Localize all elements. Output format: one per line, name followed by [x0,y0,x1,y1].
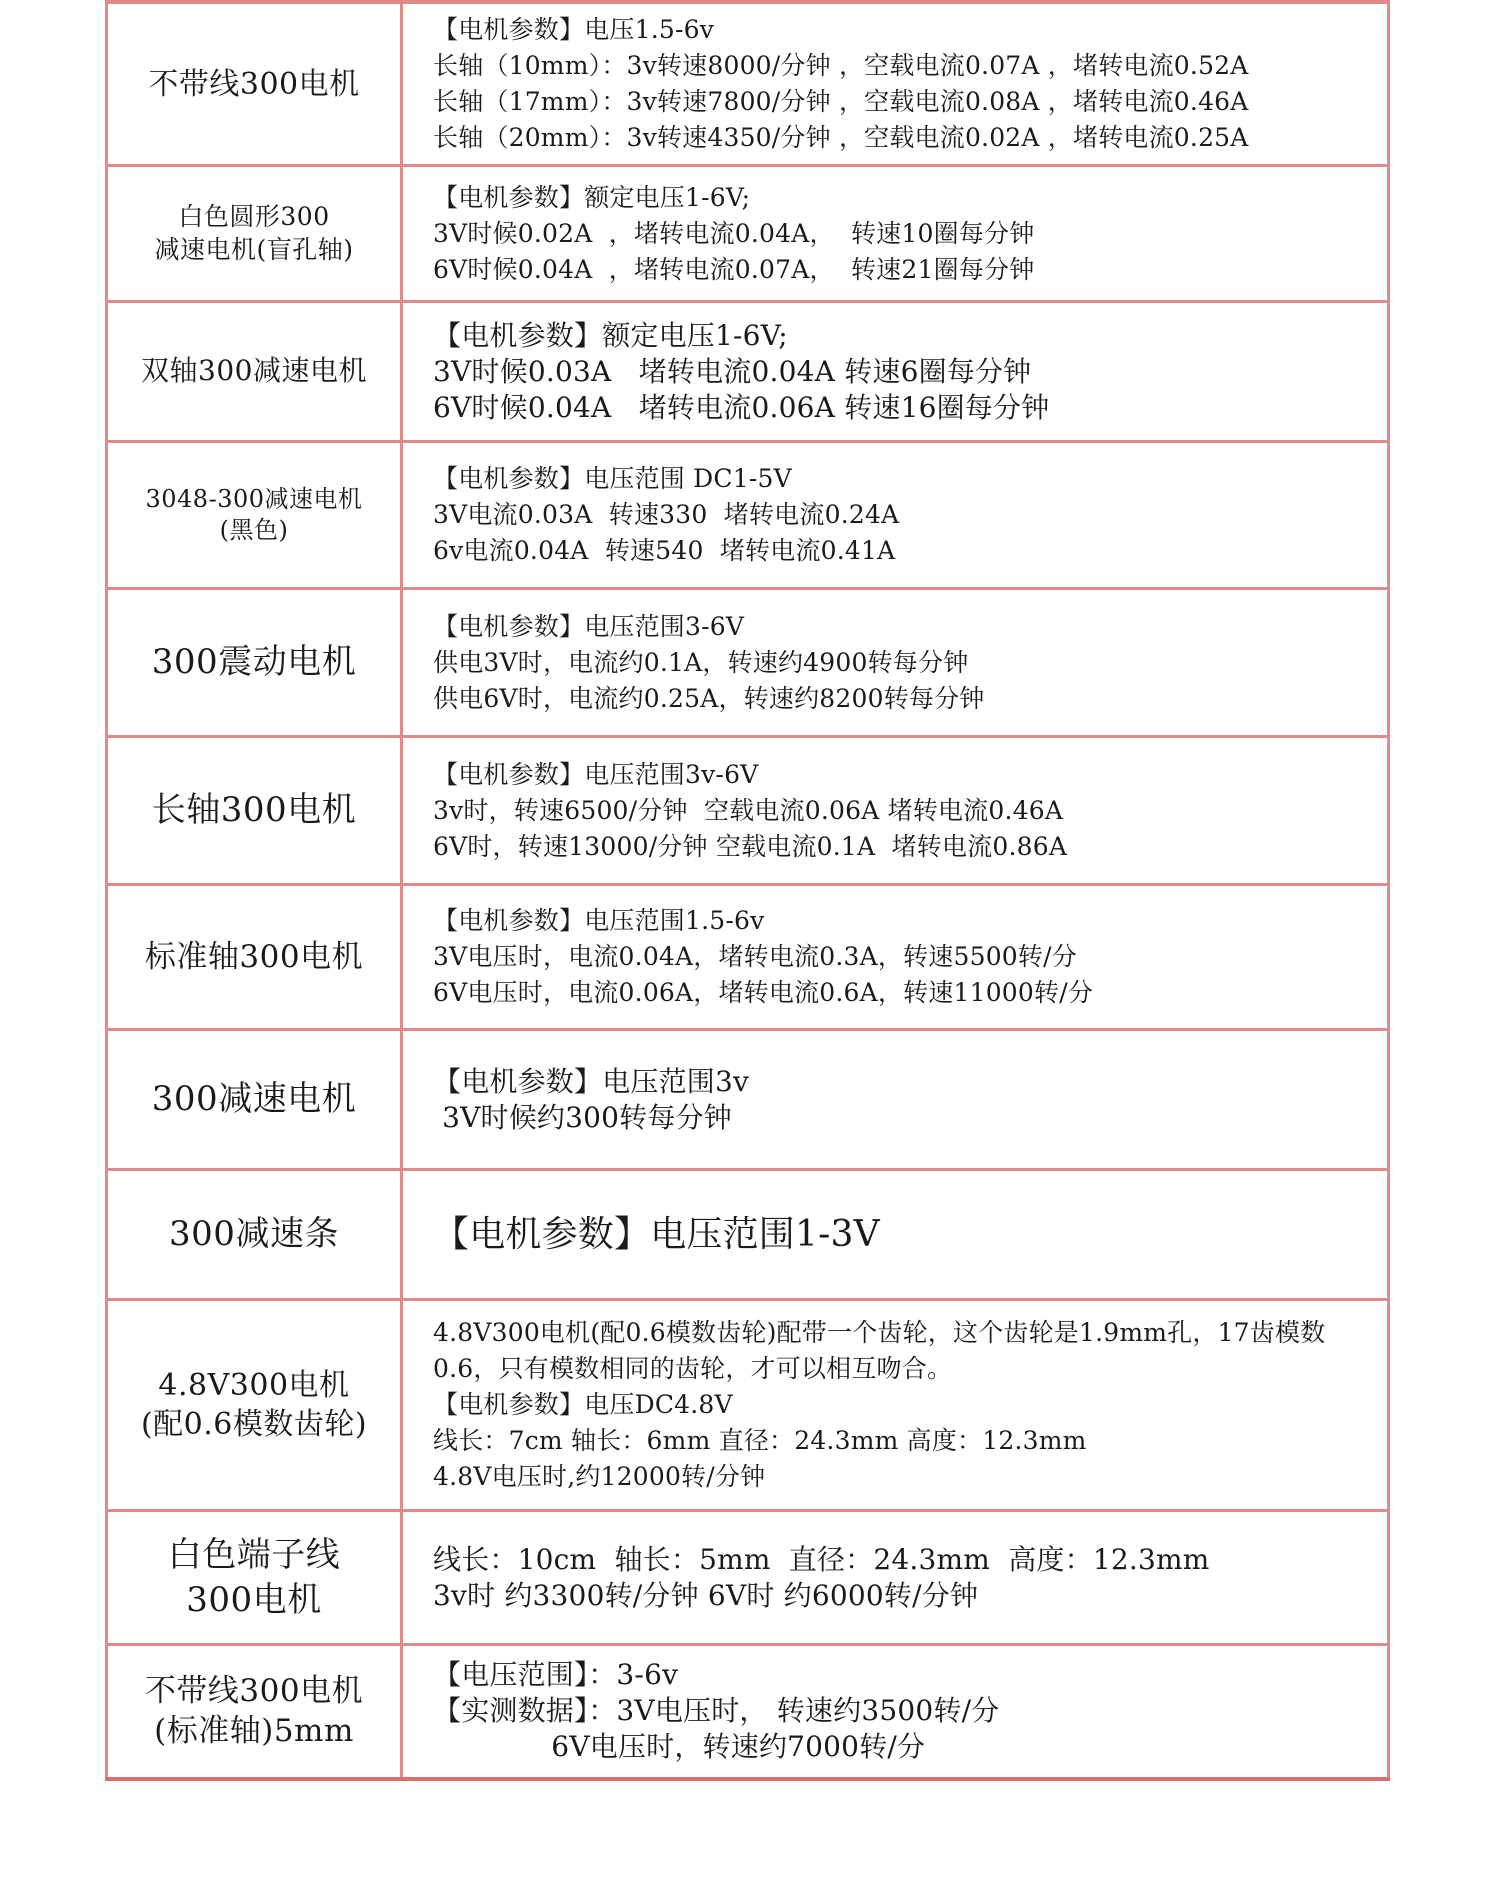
spec-line: 【电机参数】电压范围3v [433,1064,750,1098]
spec-line: 【电机参数】额定电压1-6V; [433,318,788,352]
spec-line: 3V时候约300转每分钟 [433,1100,732,1134]
spec-line: 4.8V300电机(配0.6模数齿轮)配带一个齿轮，这个齿轮是1.9mm孔，17齿模数0.6，只有模数相同的齿轮，才可以相互吻合。 [433,1318,1326,1383]
spec-line: 3v时 约3300转/分钟 6V时 约6000转/分钟 [433,1578,979,1612]
motor-name: (标准轴)5mm [154,1713,354,1750]
motor-name: 减速电机(盲孔轴) [154,234,354,264]
motor-name: 300电机 [186,1579,322,1620]
spec-line: 供电3V时，电流约0.1A，转速约4900转每分钟 [433,647,969,677]
motor-spec-cell [402,885,1389,1030]
motor-spec-cell [402,1300,1389,1511]
spec-line: 【电机参数】电压DC4.8V [433,1390,733,1419]
motor-spec-cell [402,1030,1389,1170]
motor-spec-table [105,0,1390,1781]
motor-name: 3048-300减速电机 [145,484,363,513]
motor-name: 长轴300电机 [151,790,357,831]
spec-line: 6V电压时，转速约7000转/分 [433,1730,926,1764]
motor-name: (黑色) [219,516,289,544]
table-row [107,737,1389,885]
motor-name-cell [107,166,402,302]
motor-name: 标准轴300电机 [144,938,364,975]
motor-name: 不带线300电机 [144,1672,364,1709]
spec-line: 【电机参数】额定电压1-6V; [433,182,751,212]
motor-spec-cell [402,302,1389,442]
spec-line: 3V时候0.03A 堵转电流0.04A 转速6圈每分钟 [433,354,1032,388]
table-row [107,885,1389,1030]
table-row [107,1645,1389,1779]
spec-line: 【电机参数】电压范围3-6V [433,611,745,641]
spec-line: 6V时候0.04A ，堵转电流0.07A， 转速21圈每分钟 [433,254,1035,284]
motor-name: 4.8V300电机 [158,1368,350,1403]
motor-name: (配0.6模数齿轮) [140,1407,368,1442]
table-row [107,1170,1389,1300]
motor-name: 双轴300减速电机 [141,354,367,388]
table-row [107,1300,1389,1511]
motor-name-cell [107,302,402,442]
motor-name-cell [107,589,402,737]
motor-name-cell [107,442,402,589]
motor-spec-cell [402,2,1389,166]
spec-line: 线长：7cm 轴长：6mm 直径：24.3mm 高度：12.3mm [433,1426,1087,1455]
spec-line: 6V时，转速13000/分钟 空载电流0.1A 堵转电流0.86A [433,831,1068,861]
spec-line: 长轴（20mm）：3v转速4350/分钟 ，空载电流0.02A ，堵转电流0.25A [433,123,1249,152]
motor-spec-cell [402,1511,1389,1645]
motor-name: 白色圆形300 [178,202,330,231]
motor-name: 300震动电机 [151,642,357,683]
spec-line: 长轴（17mm）：3v转速7800/分钟 ，空载电流0.08A ，堵转电流0.46A [433,87,1249,116]
motor-name: 白色端子线 [167,1535,341,1576]
spec-line: 线长：10cm 轴长：5mm 直径：24.3mm 高度：12.3mm [433,1542,1210,1576]
motor-spec-cell [402,442,1389,589]
motor-name-cell [107,2,402,166]
motor-name: 不带线300电机 [148,66,360,102]
spec-line: 【电机参数】电压范围1.5-6v [433,906,765,935]
table-row [107,1511,1389,1645]
motor-spec-cell [402,589,1389,737]
spec-line: 3v时，转速6500/分钟 空载电流0.06A 堵转电流0.46A [433,795,1064,825]
motor-name-cell [107,737,402,885]
motor-spec-cell [402,737,1389,885]
spec-line: 6V电压时，电流0.06A，堵转电流0.6A，转速11000转/分 [433,978,1094,1007]
motor-name-cell [107,1300,402,1511]
spec-line: 4.8V电压时,约12000转/分钟 [433,1462,766,1491]
spec-line: 【电机参数】电压范围 DC1-5V [433,464,792,493]
spec-line: 3V电压时，电流0.04A，堵转电流0.3A，转速5500转/分 [433,942,1077,971]
motor-name: 300减速电机 [151,1079,357,1120]
motor-name-cell [107,885,402,1030]
table-row [107,442,1389,589]
motor-spec-cell [402,1645,1389,1779]
motor-spec-cell [402,1170,1389,1300]
motor-name-cell [107,1030,402,1170]
spec-line: 【电机参数】电压1.5-6v [433,15,715,44]
motor-name: 300减速条 [169,1214,339,1255]
spec-line: 6V时候0.04A 堵转电流0.06A 转速16圈每分钟 [433,390,1050,424]
table-row [107,302,1389,442]
motor-name-cell [107,1645,402,1779]
spec-line: 【电机参数】电压范围3v-6V [433,759,759,789]
spec-line: 供电6V时，电流约0.25A，转速约8200转每分钟 [433,683,985,713]
motor-spec-cell [402,166,1389,302]
spec-line: 3V电流0.03A 转速330 堵转电流0.24A [433,500,900,529]
table-row [107,1030,1389,1170]
table-row [107,2,1389,166]
spec-line: 【实测数据】：3V电压时， 转速约3500转/分 [433,1694,1000,1728]
spec-line: 3V时候0.02A ，堵转电流0.04A， 转速10圈每分钟 [433,218,1035,248]
table-row [107,166,1389,302]
table-row [107,589,1389,737]
spec-line: 6v电流0.04A 转速540 堵转电流0.41A [433,536,896,565]
motor-name-cell [107,1511,402,1645]
motor-name-cell [107,1170,402,1300]
spec-line: 【电压范围】：3-6v [433,1658,679,1692]
spec-line: 长轴（10mm）：3v转速8000/分钟 ，空载电流0.07A ，堵转电流0.52A [433,51,1249,80]
spec-line: 【电机参数】电压范围1-3V [433,1213,880,1255]
